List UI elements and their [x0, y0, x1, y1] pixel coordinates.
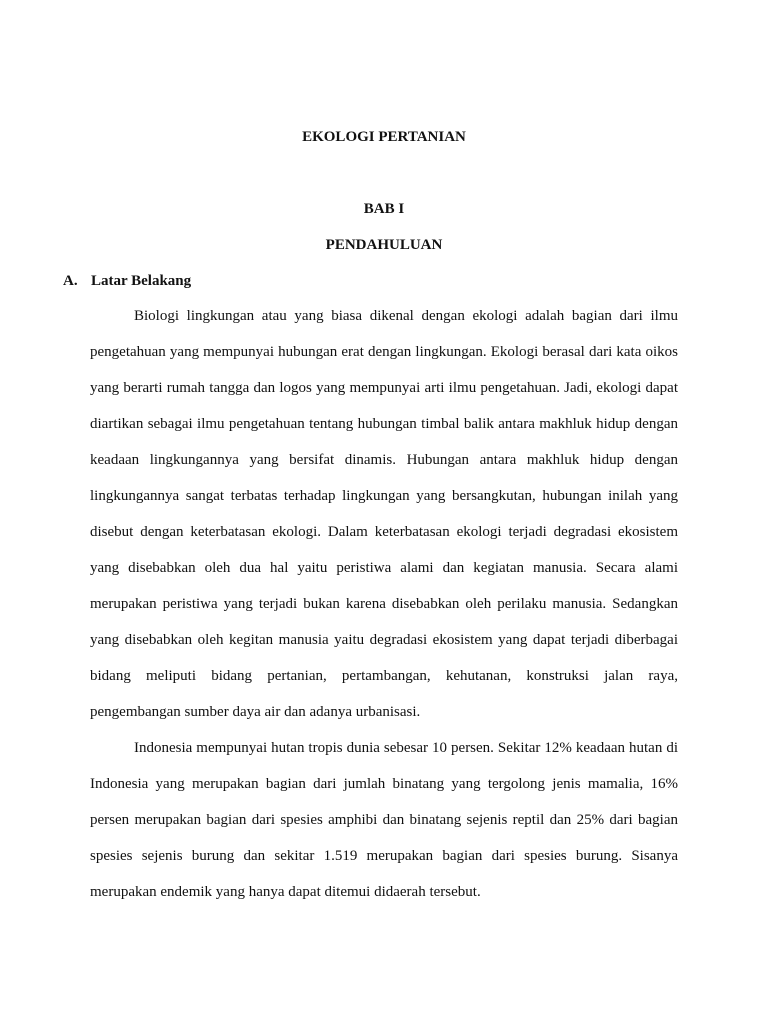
section-heading [63, 272, 191, 290]
body-paragraph-2: Indonesia mempunyai hutan tropis dunia sebesar 10 persen. Sekitar 12% keadaan hutan di Indonesia yang merupakan bagian dari jumlah binatang yang tergolong jenis mamalia, 16% persen merupakan bagian dari spesies amphibi dan binatang sejenis reptil dan 25% dari bagian spesies sejenis burung dan sekitar 1.519 merupakan bagian dari spesies burung. Sisanya merupakan endemik yang hanya dapat ditemui didaerah tersebut. [90, 740, 678, 900]
chapter-title: PENDAHULUAN [325, 237, 443, 253]
chapter-number: BAB I [363, 201, 405, 217]
section-marker: A. [63, 273, 78, 289]
section-heading-text: Latar Belakang [91, 273, 192, 289]
document-title: EKOLOGI PERTANIAN [302, 129, 466, 145]
body-paragraph-1: Biologi lingkungan atau yang biasa dikenal dengan ekologi adalah bagian dari ilmu pengetahuan yang mempunyai hubungan erat dengan lingkungan. Ekologi berasal dari kata oikos yang berarti rumah tangga dan logos yang mempunyai arti ilmu pengetahuan. Jadi, ekologi dapat diartikan sebagai ilmu pengetahuan tentang hubungan timbal balik antara makhluk hidup dengan keadaan lingkungannya yang bersifat dinamis. Hubungan antara makhluk hidup dengan lingkungannya sangat terbatas terhadap lingkungan yang bersangkutan, hubungan inilah yang disebut dengan keterbatasan ekologi. Dalam keterbatasan ekologi terjadi degradasi ekosistem yang disebabkan oleh dua hal yaitu peristiwa alami dan kegiatan manusia. Secara alami merupakan peristiwa yang terjadi bukan karena disebabkan oleh perilaku manusia. Sedangkan yang disebabkan oleh kegitan manusia yaitu degradasi ekosistem yang dapat terjadi diberbagai bidang meliputi bidang pertanian, pertambangan, kehutanan, konstruksi jalan raya, pengembangan sumber daya air dan adanya urbanisasi. [90, 308, 678, 720]
